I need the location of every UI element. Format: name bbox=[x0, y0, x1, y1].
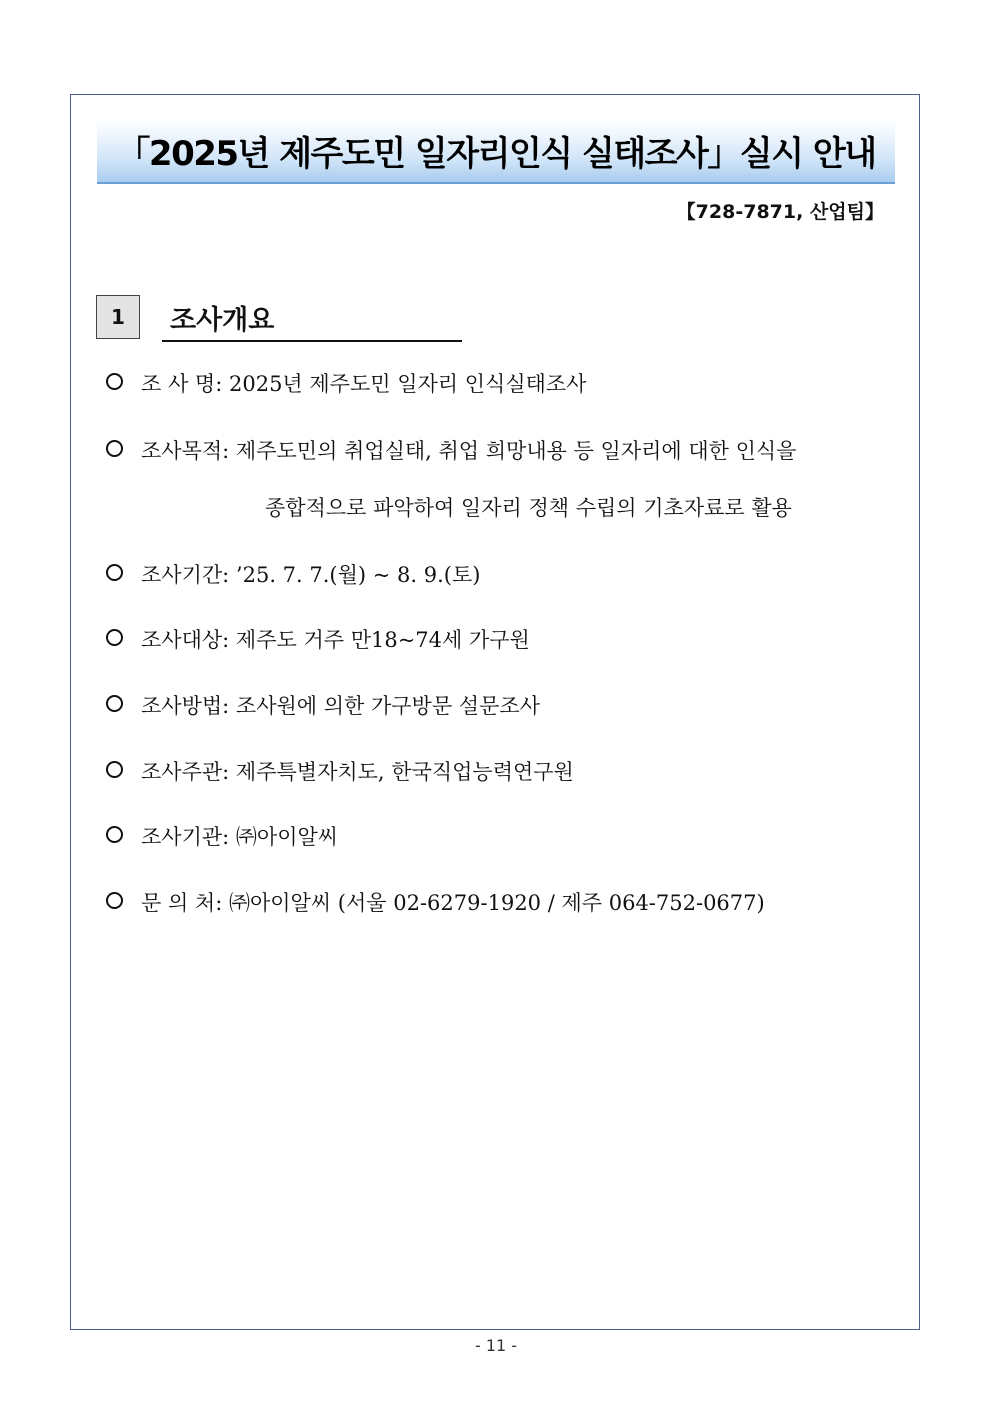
item-survey-agency: 조사기관: ㈜아이알씨 bbox=[106, 821, 338, 851]
item-survey-purpose: 조사목적: 제주도민의 취업실태, 취업 희망내용 등 일자리에 대한 인식을 bbox=[106, 435, 796, 465]
title-banner bbox=[97, 120, 895, 184]
item-label: 문 의 처 bbox=[141, 891, 216, 915]
item-label: 조사목적 bbox=[141, 439, 223, 463]
item-value: ㈜아이알씨 bbox=[235, 825, 339, 849]
item-survey-purpose-continuation: 종합적으로 파악하여 일자리 정책 수립의 기초자료로 활용 bbox=[265, 496, 792, 520]
item-label: 조 사 명 bbox=[141, 372, 216, 396]
item-survey-organizer: 조사주관: 제주특별자치도, 한국직업능력연구원 bbox=[106, 756, 574, 786]
circle-bullet-icon bbox=[106, 373, 123, 390]
item-label: 조사방법 bbox=[141, 694, 223, 718]
item-value: 2025년 제주도민 일자리 인식실태조사 bbox=[228, 372, 587, 396]
circle-bullet-icon bbox=[106, 761, 123, 778]
item-value: ’25. 7. 7.(월) ~ 8. 9.(토) bbox=[235, 563, 481, 587]
item-label: 조사기관 bbox=[141, 825, 223, 849]
circle-bullet-icon bbox=[106, 564, 123, 581]
circle-bullet-icon bbox=[106, 440, 123, 457]
item-label: 조사주관 bbox=[141, 760, 223, 784]
contact-info: 【728-7871, 산업팀】 bbox=[676, 201, 884, 223]
item-label: 조사대상 bbox=[141, 628, 223, 652]
page-number: - 11 - bbox=[474, 1336, 518, 1355]
circle-bullet-icon bbox=[106, 629, 123, 646]
item-label: 조사기간 bbox=[141, 563, 223, 587]
item-value: ㈜아이알씨 (서울 02-6279-1920 / 제주 064-752-0677) bbox=[228, 891, 765, 915]
item-survey-target: 조사대상: 제주도 거주 만18~74세 가구원 bbox=[106, 624, 530, 654]
circle-bullet-icon bbox=[106, 695, 123, 712]
item-value: 조사원에 의한 가구방문 설문조사 bbox=[235, 694, 540, 718]
section-underline bbox=[162, 340, 462, 342]
item-survey-name: 조 사 명: 2025년 제주도민 일자리 인식실태조사 bbox=[106, 368, 586, 398]
circle-bullet-icon bbox=[106, 826, 123, 843]
section-title: 조사개요 bbox=[170, 305, 275, 336]
item-survey-period: 조사기간: ’25. 7. 7.(월) ~ 8. 9.(토) bbox=[106, 559, 480, 589]
item-value: 제주특별자치도, 한국직업능력연구원 bbox=[235, 760, 574, 784]
document-title: 「2025년 제주도민 일자리인식 실태조사」실시 안내 bbox=[116, 134, 876, 174]
circle-bullet-icon bbox=[106, 892, 123, 909]
section-number-box: 1 bbox=[96, 295, 140, 339]
item-inquiries: 문 의 처: ㈜아이알씨 (서울 02-6279-1920 / 제주 064-752-0677) bbox=[106, 887, 765, 917]
item-value: 제주도민의 취업실태, 취업 희망내용 등 일자리에 대한 인식을 bbox=[235, 439, 797, 463]
item-value: 제주도 거주 만18~74세 가구원 bbox=[235, 628, 530, 652]
item-survey-method: 조사방법: 조사원에 의한 가구방문 설문조사 bbox=[106, 690, 540, 720]
